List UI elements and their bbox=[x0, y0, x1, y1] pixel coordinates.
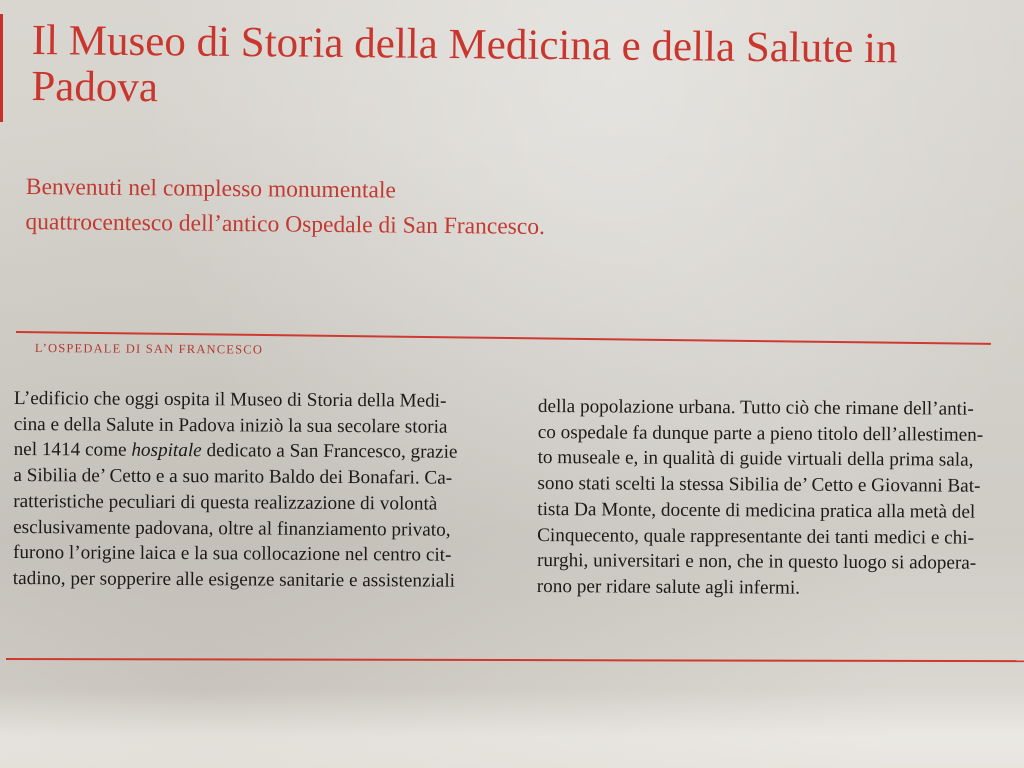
text-line: Cinquecento, quale rappresentante dei tanti medici e chi- bbox=[537, 524, 975, 549]
text-line: ratteristiche peculiari di questa realizzazione di volontà bbox=[13, 490, 438, 515]
text-line: co ospedale fa dunque parte a pieno titolo dell’allestimen- bbox=[537, 421, 984, 446]
text-line: tista Da Monte, docente di medicina pratica alla metà del bbox=[537, 498, 976, 523]
text-line: a Sibilia de’ Cetto e a suo marito Baldo dei Bonafari. Ca- bbox=[13, 465, 453, 489]
text-line: rono per ridare salute agli infermi. bbox=[536, 575, 801, 599]
text-line: L’edificio che oggi ospita il Museo di Storia della Medi- bbox=[13, 387, 447, 412]
bottom-divider bbox=[6, 658, 1024, 662]
sign-subtitle: Benvenuti nel complesso monumentale quattrocentesco dell’antico Ospedale di San Francesco. bbox=[25, 173, 546, 240]
section-label: L’OSPEDALE DI SAN FRANCESCO bbox=[34, 341, 264, 357]
text-line: rurghi, universitari e non, che in questo luogo si adopera- bbox=[536, 550, 977, 574]
left-text-column bbox=[13, 386, 458, 594]
text-line: tadino, per sopperire alle esigenze sanitarie e assistenziali bbox=[12, 567, 456, 592]
text-line: sono stati scelti la stessa Sibilia de’ Cetto e Giovanni Bat- bbox=[537, 473, 981, 497]
text-line: della popolazione urbana. Tutto ciò che rimane dell’anti- bbox=[537, 395, 974, 420]
italic-word: hospitale bbox=[131, 440, 202, 462]
text-line: furono l’origine laica e la sua collocazione nel centro cit- bbox=[12, 542, 452, 566]
left-accent-bar bbox=[0, 14, 3, 122]
right-text-column bbox=[537, 394, 984, 602]
text-line: cina e della Salute in Padova iniziò la sua secolare storia bbox=[13, 413, 448, 438]
text-line: to museale e, in qualità di guide virtuali della prima sala, bbox=[537, 447, 974, 472]
text-line: nel 1414 come hospitale dedicato a San Francesco, grazie bbox=[13, 439, 458, 464]
text-line: esclusivamente padovana, oltre al finanziamento privato, bbox=[13, 516, 451, 541]
sign-title: Il Museo di Storia della Medicina e della Salute in Padova bbox=[31, 17, 898, 112]
light-reflection bbox=[0, 690, 1024, 768]
